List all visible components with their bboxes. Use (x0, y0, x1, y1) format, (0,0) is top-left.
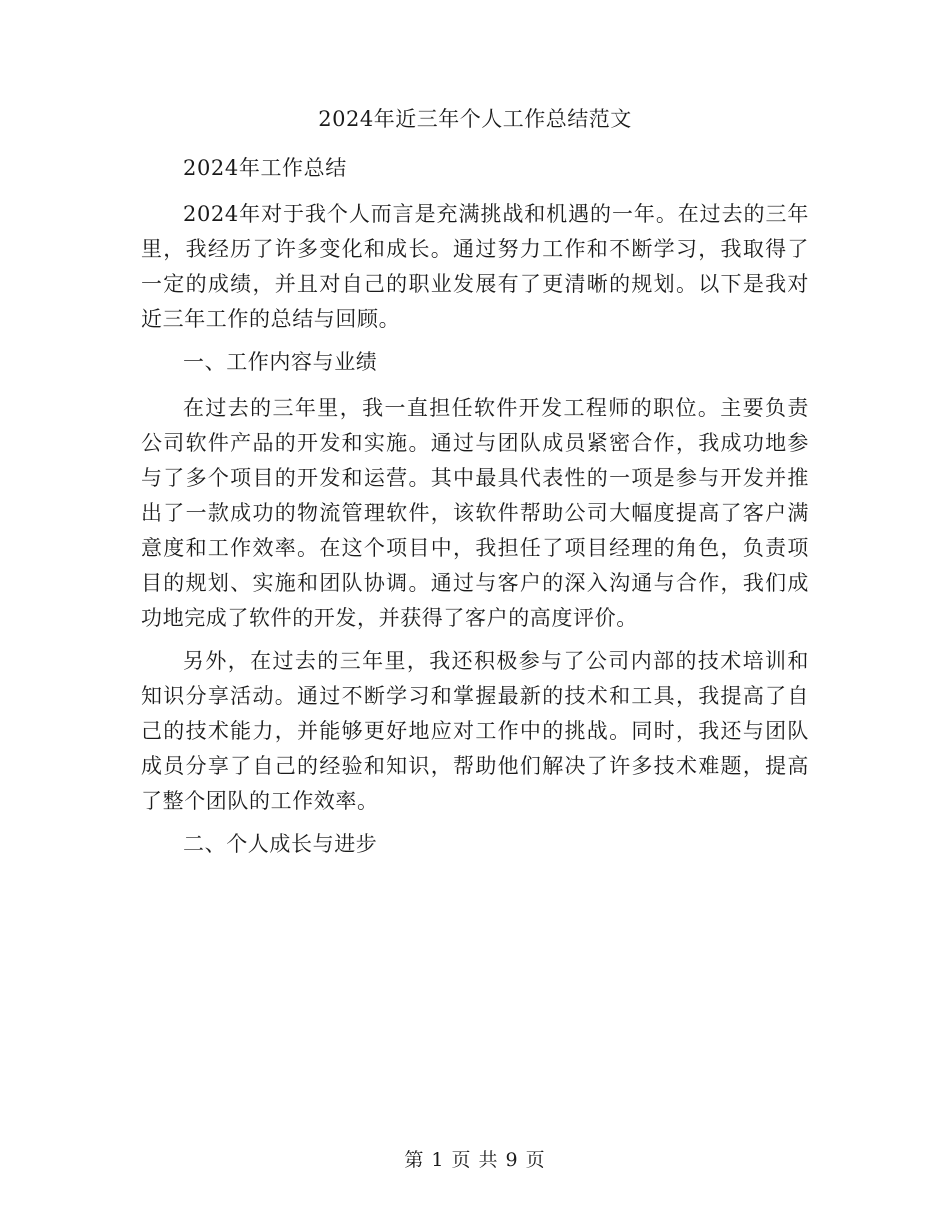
paragraph-training: 另外，在过去的三年里，我还积极参与了公司内部的技术培训和知识分享活动。通过不断学习和掌握最新的技术和工具，我提高了自己的技术能力，并能够更好地应对工作中的挑战。同时，我还与团队成员分享了自己的经验和知识，帮助他们解决了许多技术难题，提高了整个团队的工作效率。 (141, 649, 809, 813)
paragraph-intro: 2024年对于我个人而言是充满挑战和机遇的一年。在过去的三年里，我经历了许多变化和成长。通过努力工作和不断学习，我取得了一定的成绩，并且对自己的职业发展有了更清晰的规划。以下是我对近三年工作的总结与回顾。 (141, 202, 809, 331)
paragraph-work-content: 在过去的三年里，我一直担任软件开发工程师的职位。主要负责公司软件产品的开发和实施。通过与团队成员紧密合作，我成功地参与了多个项目的开发和运营。其中最具代表性的一项是参与开发并推出了一款成功的物流管理软件，该软件帮助公司大幅度提高了客户满意度和工作效率。在这个项目中，我担任了项目经理的角色，负责项目的规划、实施和团队协调。通过与客户的深入沟通与合作，我们成功地完成了软件的开发，并获得了客户的高度评价。 (141, 396, 809, 630)
section-heading-work: 一、工作内容与业绩 (183, 350, 378, 374)
section-heading-summary: 2024年工作总结 (183, 156, 347, 180)
page-number-footer: 第 1 页 共 9 页 (404, 1149, 546, 1171)
document-title: 2024年近三年个人工作总结范文 (318, 107, 632, 131)
document-body (141, 151, 809, 873)
section-heading-growth: 二、个人成长与进步 (183, 832, 378, 856)
